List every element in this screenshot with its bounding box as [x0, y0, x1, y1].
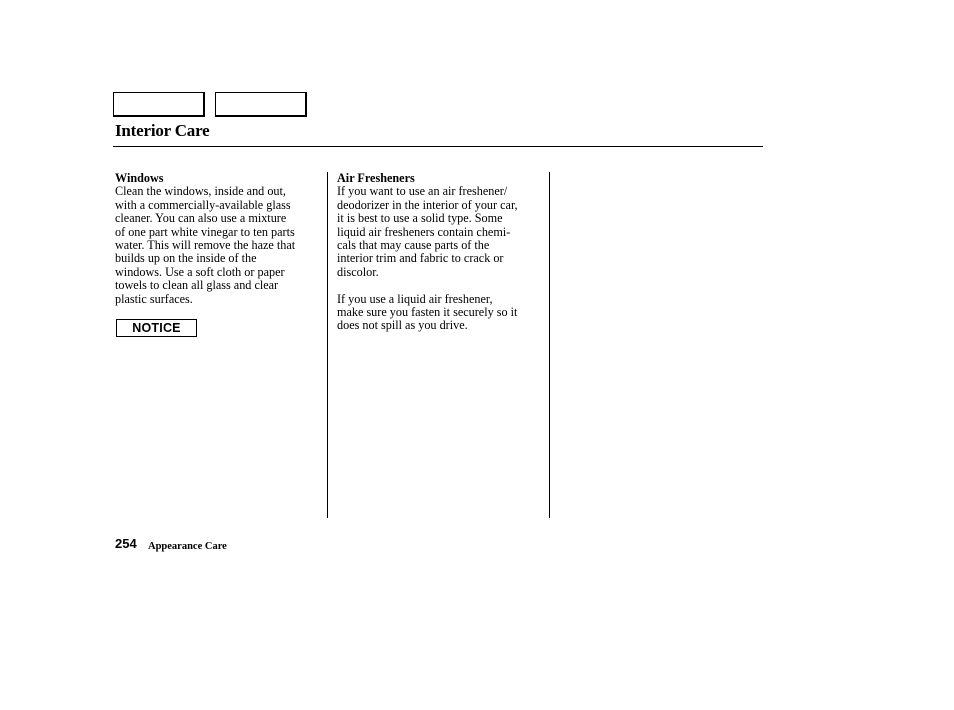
- body-line: towels to clean all glass and clear: [115, 278, 279, 293]
- body-line: with a commercially-available glass: [115, 197, 291, 212]
- section-heading-windows: Windows: [115, 171, 164, 185]
- body-line: cleaner. You can also use a mixture: [115, 211, 287, 226]
- body-line: Clean the windows, inside and out,: [115, 184, 286, 199]
- notice-box[interactable]: [116, 319, 197, 337]
- body-line: liquid air fresheners contain chemi-: [337, 224, 511, 239]
- section-heading-air-fresheners: Air Fresheners: [337, 171, 415, 185]
- page-number: 254: [115, 536, 137, 551]
- body-line: water. This will remove the haze that: [115, 238, 296, 253]
- body-line: If you use a liquid air freshener,: [337, 291, 493, 306]
- notice-label: NOTICE: [132, 321, 181, 335]
- body-line: it is best to use a solid type. Some: [337, 211, 503, 226]
- title-rule: [113, 146, 763, 147]
- body-line: plastic surfaces.: [115, 291, 193, 306]
- nav-tab-previous[interactable]: [113, 92, 205, 117]
- column-windows: [115, 172, 321, 306]
- column-air-fresheners: [337, 172, 543, 333]
- page-title: Interior Care: [115, 121, 210, 140]
- body-line: windows. Use a soft cloth or paper: [115, 264, 285, 279]
- nav-tab-next[interactable]: [215, 92, 307, 117]
- column-divider: [327, 172, 328, 518]
- body-line: builds up on the inside of the: [115, 251, 257, 266]
- body-line: deodorizer in the interior of your car,: [337, 197, 518, 212]
- body-line: interior trim and fabric to crack or: [337, 251, 504, 266]
- footer-section-title: Appearance Care: [148, 541, 227, 552]
- body-line: does not spill as you drive.: [337, 318, 468, 333]
- body-line: discolor.: [337, 264, 379, 279]
- paragraph-gap: [337, 279, 543, 292]
- body-line: If you want to use an air freshener/: [337, 184, 508, 199]
- column-divider: [549, 172, 550, 518]
- body-line: cals that may cause parts of the: [337, 238, 490, 253]
- body-line: make sure you fasten it securely so it: [337, 305, 518, 320]
- body-line: of one part white vinegar to ten parts: [115, 224, 295, 239]
